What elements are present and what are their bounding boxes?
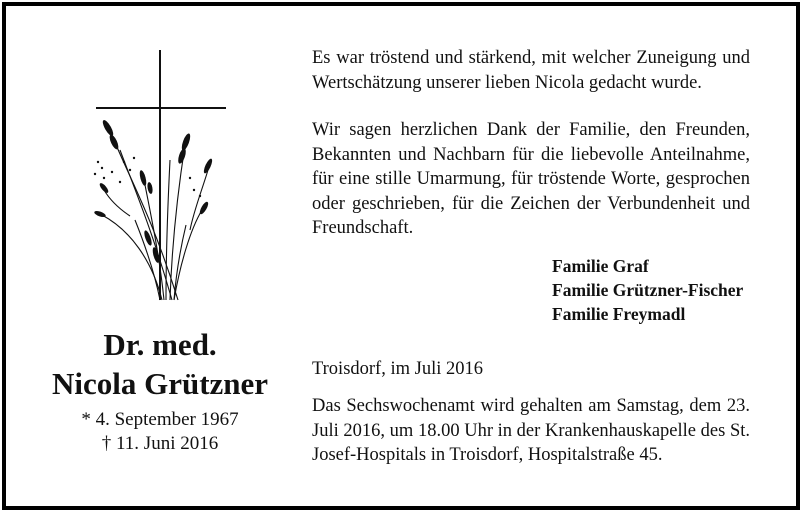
family-name: Familie Freymadl [552,304,686,324]
cross-with-wheat-icon [90,50,230,302]
family-name: Familie Graf [552,256,649,276]
place-date: Troisdorf, im Juli 2016 [312,359,483,379]
thanks-paragraph-2: Wir sagen herzlichen Dank der Familie, den Freunden, Bekannten und Nachbarn für die liebevolle Anteilnahme, für eine stille Umarmung, für tröstende Worte, gesprochen oder geschrieben, für die Zeichen der Verbundenheit und Freundschaft. [312,120,750,238]
birth-date: * 4. September 1967 [81,409,239,430]
death-date: † 11. Juni 2016 [101,433,219,454]
deceased-name: Nicola Grützner [51,366,269,401]
academic-title: Dr. med. [103,327,217,362]
thanks-paragraph-1: Es war tröstend und stärkend, mit welcher Zuneigung und Wertschätzung unserer lieben Nicola gedacht wurde. [312,48,750,93]
family-signatures [552,254,743,326]
family-name: Familie Grützner-Fischer [552,280,744,300]
service-announcement: Das Sechswochenamt wird gehalten am Samstag, dem 23. Juli 2016, um 18.00 Uhr in der Krankenhauskapelle des St. Josef-Hospitals in Troisdorf, Hospitalstraße 45. [312,396,750,465]
deceased-block [40,326,280,456]
